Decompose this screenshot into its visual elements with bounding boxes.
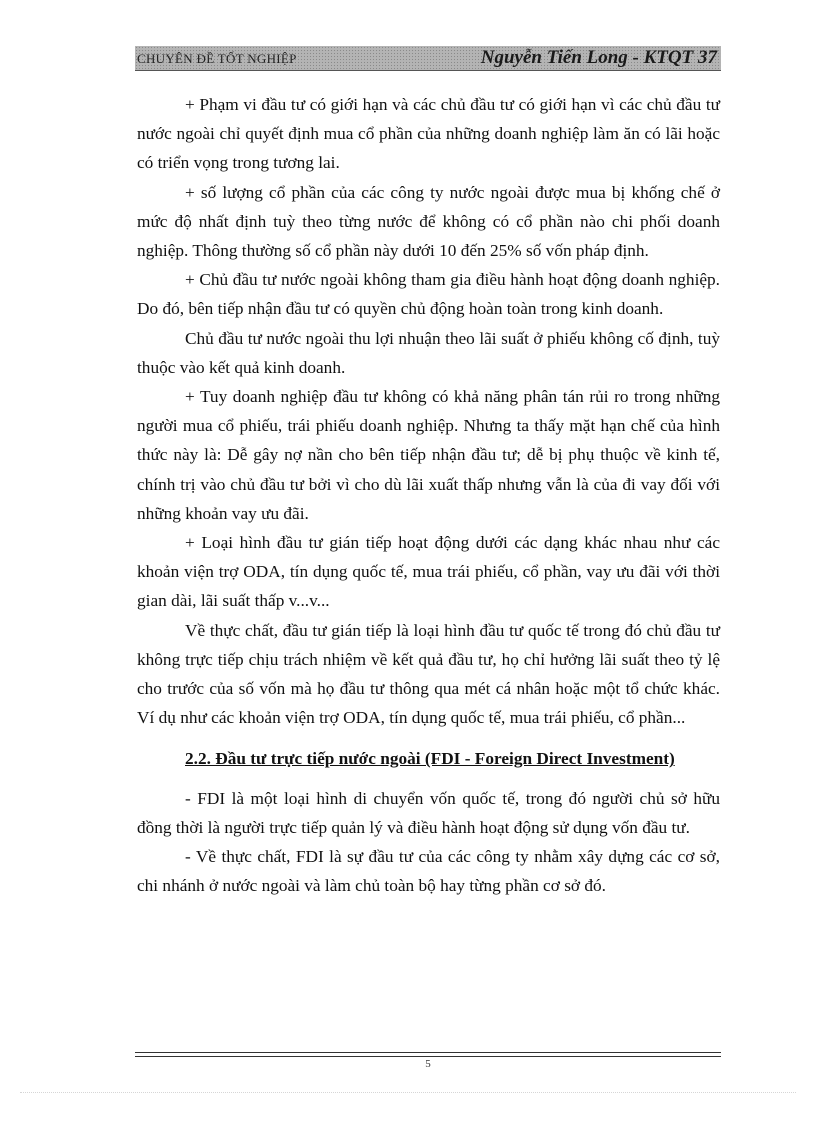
header-author: Nguyễn Tiến Long - KTQT 37	[480, 47, 717, 68]
page-header	[135, 46, 721, 71]
paragraph-scope-limits: + Phạm vi đầu tư có giới hạn và các chủ đầu tư có giới hạn vì các chủ đầu tư nước ngoài chỉ quyết định mua cổ phần của những doanh nghiệp làm ăn có lãi hoặc có triển vọng trong tương lai.	[137, 95, 720, 173]
page-edge-divider	[20, 1092, 796, 1093]
paragraph-risk: + Tuy doanh nghiệp đầu tư không có khả năng phân tán rủi ro trong những người mua cổ phiếu, trái phiếu doanh nghiệp. Nhưng ta thấy mặt hạn chế của hình thức này là: Dễ gây nợ nần cho bên tiếp nhận đầu tư; dễ bị phụ thuộc về kinh tế, chính trị vào chủ đầu tư bởi vì cho dù lãi xuất thấp nhưng vẫn là của đi vay đối với những khoản vay ưu đãi.	[137, 387, 720, 523]
paragraph-indirect-forms: + Loại hình đầu tư gián tiếp hoạt động dưới các dạng khác nhau như các khoản viện trợ ODA, tín dụng quốc tế, mua trái phiếu, cổ phần, vay ưu đãi với thời gian dài, lãi suất thấp v...v...	[137, 533, 720, 611]
document-body	[137, 90, 720, 900]
paragraph-fdi-definition: - FDI là một loại hình di chuyển vốn quốc tế, trong đó người chủ sở hữu đồng thời là người trực tiếp quản lý và điều hành hoạt động sử dụng vốn đầu tư.	[137, 788, 720, 837]
page-number: 5	[425, 1058, 431, 1070]
paragraph-fdi-nature: - Về thực chất, FDI là sự đầu tư của các công ty nhằm xây dựng các cơ sở, chi nhánh ở nước ngoài và làm chủ toàn bộ hay từng phần cơ sở đó.	[137, 847, 720, 896]
paragraph-share-quantity: + số lượng cổ phần của các công ty nước ngoài được mua bị khống chế ở mức độ nhất định tuỳ theo từng nước để không có cổ phần nào chi phối doanh nghiệp. Thông thường số cổ phần này dưới 10 đến 25% số vốn pháp định.	[137, 182, 720, 261]
paragraph-profit: Chủ đầu tư nước ngoài thu lợi nhuận theo lãi suất ở phiếu không cố định, tuỳ thuộc vào kết quả kinh doanh.	[137, 328, 720, 377]
section-heading: 2.2. Đầu tư trực tiếp nước ngoài (FDI - Foreign Direct Investment)	[185, 749, 675, 769]
paragraph-indirect-nature: Về thực chất, đầu tư gián tiếp là loại hình đầu tư quốc tế trong đó chủ đầu tư không trực tiếp chịu trách nhiệm về kết quả đầu tư, họ chỉ hưởng lãi suất theo tỷ lệ cho trước của số vốn mà họ đầu tư thông qua mét cá nhân hoặc một tổ chức khác. Ví dụ như các khoản viện trợ ODA, tín dụng quốc tế, mua trái phiếu, cổ phần...	[137, 620, 720, 728]
paragraph-no-management: + Chủ đầu tư nước ngoài không tham gia điều hành hoạt động doanh nghiệp. Do đó, bên tiếp nhận đầu tư có quyền chủ động hoàn toàn trong kinh doanh.	[137, 270, 720, 319]
header-document-type: CHUYÊN ĐỀ TỐT NGHIỆP	[137, 51, 297, 66]
footer-divider	[135, 1052, 721, 1057]
